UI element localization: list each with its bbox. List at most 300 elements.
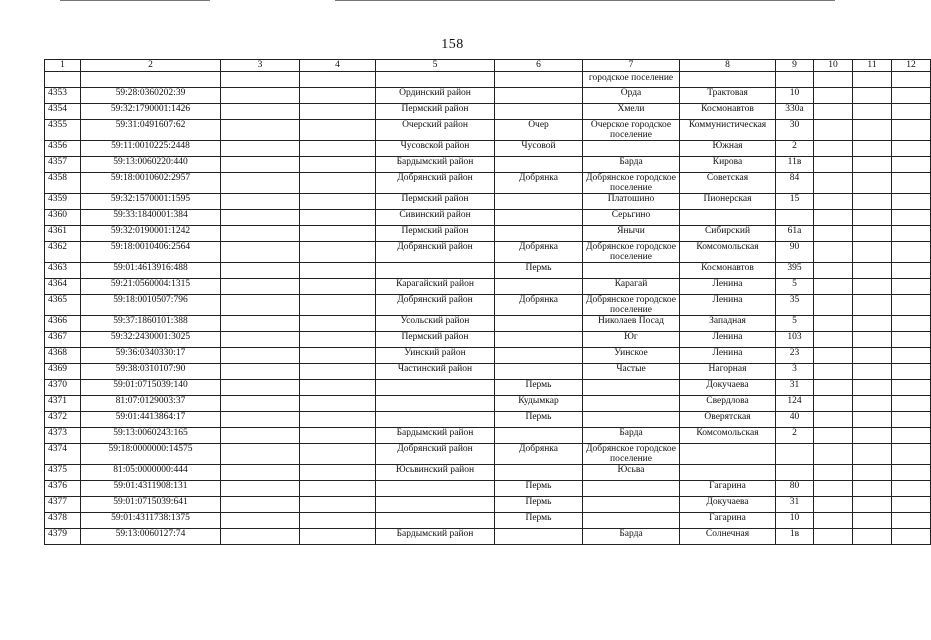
table-cell-col-5 — [376, 497, 495, 513]
table-cell-col-4 — [300, 380, 376, 396]
table-cell-col-2: 59:01:4413864:17 — [81, 412, 221, 428]
table-cell-col-11 — [853, 194, 892, 210]
table-cell-col-6: Пермь — [495, 513, 583, 529]
table-cell-col-8 — [680, 72, 776, 88]
table-cell-col-2: 59:31:0491607:62 — [81, 120, 221, 141]
table-cell-col-4 — [300, 173, 376, 194]
table-cell-col-2: 59:18:0010602:2957 — [81, 173, 221, 194]
table-cell-col-11 — [853, 242, 892, 263]
table-cell-col-11 — [853, 72, 892, 88]
page-number: 158 — [441, 37, 464, 52]
table-row — [45, 348, 931, 364]
table-cell-col-4 — [300, 72, 376, 88]
table-cell-col-6: Пермь — [495, 497, 583, 513]
table-cell-col-8: Космонавтов — [680, 263, 776, 279]
table-cell-col-5 — [376, 396, 495, 412]
table-cell-col-3 — [221, 120, 300, 141]
table-cell-col-11 — [853, 444, 892, 465]
table-cell-col-11 — [853, 513, 892, 529]
table-cell-col-11 — [853, 173, 892, 194]
table-cell-col-6 — [495, 279, 583, 295]
table-cell-col-7: Барда — [583, 428, 680, 444]
table-cell-col-1: 4361 — [45, 226, 81, 242]
table-row — [45, 465, 931, 481]
table-cell-col-10 — [814, 157, 853, 173]
table-cell-col-7: Юг — [583, 332, 680, 348]
table-cell-col-7: Юсьва — [583, 465, 680, 481]
table-cell-col-8: Сибирский — [680, 226, 776, 242]
table-cell-col-5: Добрянский район — [376, 242, 495, 263]
table-row — [45, 481, 931, 497]
table-cell-col-2: 59:11:0010225:2448 — [81, 141, 221, 157]
table-cell-col-7 — [583, 497, 680, 513]
table-cell-col-10 — [814, 513, 853, 529]
table-row — [45, 444, 931, 465]
table-cell-col-3 — [221, 380, 300, 396]
table-cell-col-10 — [814, 348, 853, 364]
table-cell-col-2: 59:33:1840001:384 — [81, 210, 221, 226]
table-cell-col-1 — [45, 72, 81, 88]
table-cell-col-2: 59:13:0060127:74 — [81, 529, 221, 545]
table-cell-col-2: 59:32:1570001:1595 — [81, 194, 221, 210]
table-cell-col-9: 80 — [776, 481, 814, 497]
column-header-9: 9 — [776, 60, 814, 72]
table-cell-col-3 — [221, 104, 300, 120]
table-cell-col-9: 1в — [776, 529, 814, 545]
table-cell-col-12 — [892, 332, 931, 348]
table-cell-col-3 — [221, 279, 300, 295]
table-cell-col-12 — [892, 173, 931, 194]
table-cell-col-10 — [814, 210, 853, 226]
table-cell-col-1: 4368 — [45, 348, 81, 364]
table-cell-col-11 — [853, 279, 892, 295]
table-cell-col-1: 4373 — [45, 428, 81, 444]
table-cell-col-9: 84 — [776, 173, 814, 194]
table-cell-col-10 — [814, 141, 853, 157]
table-cell-col-8: Докучаева — [680, 497, 776, 513]
table-cell-col-4 — [300, 88, 376, 104]
table-cell-col-9: 3 — [776, 364, 814, 380]
table-cell-col-6: Пермь — [495, 412, 583, 428]
table-row — [45, 242, 931, 263]
table-cell-col-3 — [221, 412, 300, 428]
table-cell-col-5: Частинский район — [376, 364, 495, 380]
table-cell-col-2: 59:18:0000000:14575 — [81, 444, 221, 465]
table-cell-col-7: Николаев Посад — [583, 316, 680, 332]
table-cell-col-6 — [495, 210, 583, 226]
registry-table — [44, 59, 931, 545]
table-cell-col-9: 395 — [776, 263, 814, 279]
table-cell-col-12 — [892, 481, 931, 497]
table-cell-col-12 — [892, 412, 931, 428]
table-row — [45, 194, 931, 210]
table-cell-col-10 — [814, 332, 853, 348]
table-cell-col-9: 10 — [776, 88, 814, 104]
table-cell-col-3 — [221, 157, 300, 173]
table-cell-col-12 — [892, 348, 931, 364]
table-cell-col-5 — [376, 412, 495, 428]
table-row — [45, 104, 931, 120]
table-cell-col-8: Комсомольская — [680, 428, 776, 444]
table-cell-col-6 — [495, 529, 583, 545]
table-cell-col-6 — [495, 157, 583, 173]
table-cell-col-12 — [892, 295, 931, 316]
table-cell-col-9 — [776, 465, 814, 481]
table-cell-col-7 — [583, 513, 680, 529]
table-cell-col-9: 103 — [776, 332, 814, 348]
table-cell-col-6: Чусовой — [495, 141, 583, 157]
table-cell-col-6 — [495, 364, 583, 380]
table-cell-col-4 — [300, 242, 376, 263]
table-cell-col-1: 4363 — [45, 263, 81, 279]
column-header-1: 1 — [45, 60, 81, 72]
table-cell-col-8 — [680, 444, 776, 465]
table-row — [45, 226, 931, 242]
table-cell-col-12 — [892, 497, 931, 513]
table-cell-col-8: Космонавтов — [680, 104, 776, 120]
table-cell-col-12 — [892, 263, 931, 279]
table-cell-col-2: 59:01:0715039:641 — [81, 497, 221, 513]
table-cell-col-12 — [892, 428, 931, 444]
table-cell-col-2: 59:28:0360202:39 — [81, 88, 221, 104]
table-cell-col-9: 31 — [776, 497, 814, 513]
table-cell-col-7: Добрянское городское поселение — [583, 242, 680, 263]
table-cell-col-9: 61а — [776, 226, 814, 242]
table-cell-col-9: 30 — [776, 120, 814, 141]
table-cell-col-7: городское поселение — [583, 72, 680, 88]
column-header-10: 10 — [814, 60, 853, 72]
table-cell-col-9 — [776, 210, 814, 226]
table-cell-col-1: 4359 — [45, 194, 81, 210]
table-cell-col-11 — [853, 104, 892, 120]
table-cell-col-9: 2 — [776, 428, 814, 444]
table-row — [45, 157, 931, 173]
table-cell-col-3 — [221, 513, 300, 529]
table-body — [45, 72, 931, 545]
table-cell-col-2: 59:37:1860101:388 — [81, 316, 221, 332]
table-row — [45, 120, 931, 141]
table-cell-col-8 — [680, 210, 776, 226]
table-cell-col-3 — [221, 364, 300, 380]
header-row — [45, 60, 931, 72]
table-cell-col-5 — [376, 513, 495, 529]
table-cell-col-3 — [221, 497, 300, 513]
table-cell-col-7: Платошино — [583, 194, 680, 210]
table-cell-col-5: Бардымский район — [376, 157, 495, 173]
table-row — [45, 428, 931, 444]
table-cell-col-1: 4374 — [45, 444, 81, 465]
table-cell-col-11 — [853, 332, 892, 348]
table-cell-col-3 — [221, 295, 300, 316]
table-cell-col-1: 4375 — [45, 465, 81, 481]
table-cell-col-4 — [300, 157, 376, 173]
table-cell-col-6 — [495, 428, 583, 444]
table-cell-col-12 — [892, 120, 931, 141]
table-cell-col-11 — [853, 210, 892, 226]
table-cell-col-4 — [300, 104, 376, 120]
table-cell-col-12 — [892, 364, 931, 380]
table-cell-col-10 — [814, 364, 853, 380]
table-cell-col-7: Серьгино — [583, 210, 680, 226]
table-cell-col-12 — [892, 316, 931, 332]
table-row — [45, 263, 931, 279]
table-cell-col-10 — [814, 497, 853, 513]
table-cell-col-9: 124 — [776, 396, 814, 412]
column-header-11: 11 — [853, 60, 892, 72]
table-cell-col-3 — [221, 72, 300, 88]
table-cell-col-5: Карагайский район — [376, 279, 495, 295]
table-cell-col-1: 4376 — [45, 481, 81, 497]
table-cell-col-8: Ленина — [680, 295, 776, 316]
table-cell-col-11 — [853, 396, 892, 412]
table-cell-col-9: 40 — [776, 412, 814, 428]
table-cell-col-8: Гагарина — [680, 481, 776, 497]
table-cell-col-9: 5 — [776, 279, 814, 295]
table-cell-col-6: Добрянка — [495, 242, 583, 263]
table-cell-col-1: 4378 — [45, 513, 81, 529]
table-cell-col-5: Добрянский район — [376, 295, 495, 316]
table-cell-col-5: Уинский район — [376, 348, 495, 364]
table-cell-col-11 — [853, 88, 892, 104]
column-header-12: 12 — [892, 60, 931, 72]
table-cell-col-9: 10 — [776, 513, 814, 529]
table-cell-col-1: 4372 — [45, 412, 81, 428]
table-cell-col-3 — [221, 428, 300, 444]
table-cell-col-9: 5 — [776, 316, 814, 332]
table-cell-col-4 — [300, 444, 376, 465]
table-cell-col-2: 59:32:2430001:3025 — [81, 332, 221, 348]
table-cell-col-10 — [814, 88, 853, 104]
table-row — [45, 72, 931, 88]
table-row — [45, 412, 931, 428]
table-cell-col-2: 81:07:0129003:37 — [81, 396, 221, 412]
table-cell-col-12 — [892, 194, 931, 210]
table-cell-col-11 — [853, 412, 892, 428]
table-cell-col-5: Добрянский район — [376, 173, 495, 194]
column-header-8: 8 — [680, 60, 776, 72]
table-cell-col-1: 4366 — [45, 316, 81, 332]
column-header-3: 3 — [221, 60, 300, 72]
table-cell-col-7: Янычи — [583, 226, 680, 242]
table-cell-col-4 — [300, 279, 376, 295]
table-cell-col-4 — [300, 263, 376, 279]
table-cell-col-12 — [892, 88, 931, 104]
table-cell-col-2: 59:18:0010406:2564 — [81, 242, 221, 263]
table-cell-col-11 — [853, 120, 892, 141]
table-cell-col-12 — [892, 210, 931, 226]
table-cell-col-5: Ординский район — [376, 88, 495, 104]
table-cell-col-5: Бардымский район — [376, 428, 495, 444]
table-cell-col-10 — [814, 428, 853, 444]
table-cell-col-8 — [680, 465, 776, 481]
table-cell-col-7: Добрянское городское поселение — [583, 173, 680, 194]
table-cell-col-7 — [583, 481, 680, 497]
table-cell-col-6: Добрянка — [495, 295, 583, 316]
table-cell-col-6 — [495, 226, 583, 242]
table-cell-col-1: 4358 — [45, 173, 81, 194]
table-cell-col-8: Трактовая — [680, 88, 776, 104]
table-header — [45, 60, 931, 72]
table-cell-col-4 — [300, 497, 376, 513]
table-cell-col-2: 59:38:0310107:90 — [81, 364, 221, 380]
table-cell-col-5 — [376, 263, 495, 279]
table-cell-col-6 — [495, 332, 583, 348]
column-header-6: 6 — [495, 60, 583, 72]
table-cell-col-4 — [300, 210, 376, 226]
table-cell-col-8: Ленина — [680, 279, 776, 295]
table-cell-col-4 — [300, 226, 376, 242]
table-cell-col-10 — [814, 263, 853, 279]
table-cell-col-2: 81:05:0000000:444 — [81, 465, 221, 481]
table-cell-col-12 — [892, 513, 931, 529]
table-cell-col-4 — [300, 141, 376, 157]
table-cell-col-5: Пермский район — [376, 104, 495, 120]
table-cell-col-3 — [221, 141, 300, 157]
table-cell-col-3 — [221, 396, 300, 412]
table-cell-col-9: 15 — [776, 194, 814, 210]
table-cell-col-1: 4379 — [45, 529, 81, 545]
table-row — [45, 529, 931, 545]
table-cell-col-11 — [853, 529, 892, 545]
table-cell-col-12 — [892, 226, 931, 242]
column-header-7: 7 — [583, 60, 680, 72]
table-cell-col-7 — [583, 380, 680, 396]
table-cell-col-10 — [814, 279, 853, 295]
table-cell-col-4 — [300, 194, 376, 210]
table-cell-col-11 — [853, 157, 892, 173]
table-cell-col-1: 4377 — [45, 497, 81, 513]
table-row — [45, 396, 931, 412]
table-cell-col-11 — [853, 481, 892, 497]
table-cell-col-8: Докучаева — [680, 380, 776, 396]
table-cell-col-4 — [300, 412, 376, 428]
table-cell-col-5: Юсьвинский район — [376, 465, 495, 481]
table-cell-col-2: 59:32:1790001:1426 — [81, 104, 221, 120]
table-cell-col-7 — [583, 396, 680, 412]
table-cell-col-7 — [583, 263, 680, 279]
table-cell-col-2: 59:01:4311908:131 — [81, 481, 221, 497]
table-cell-col-6 — [495, 348, 583, 364]
table-row — [45, 513, 931, 529]
table-cell-col-8: Оверятская — [680, 412, 776, 428]
table-cell-col-6: Кудымкар — [495, 396, 583, 412]
table-cell-col-2: 59:01:4311738:1375 — [81, 513, 221, 529]
table-cell-col-2: 59:01:4613916:488 — [81, 263, 221, 279]
table-cell-col-8: Ленина — [680, 348, 776, 364]
table-cell-col-6: Добрянка — [495, 444, 583, 465]
table-cell-col-3 — [221, 263, 300, 279]
table-cell-col-4 — [300, 120, 376, 141]
table-cell-col-1: 4356 — [45, 141, 81, 157]
table-cell-col-2: 59:21:0560004:1315 — [81, 279, 221, 295]
table-cell-col-1: 4365 — [45, 295, 81, 316]
table-row — [45, 364, 931, 380]
table-cell-col-5: Очерский район — [376, 120, 495, 141]
table-cell-col-4 — [300, 481, 376, 497]
table-row — [45, 173, 931, 194]
table-cell-col-3 — [221, 529, 300, 545]
table-cell-col-7: Очерское городское поселение — [583, 120, 680, 141]
table-cell-col-9 — [776, 72, 814, 88]
table-cell-col-2 — [81, 72, 221, 88]
table-cell-col-10 — [814, 481, 853, 497]
table-row — [45, 279, 931, 295]
table-cell-col-5 — [376, 72, 495, 88]
table-cell-col-8: Свердлова — [680, 396, 776, 412]
table-cell-col-11 — [853, 263, 892, 279]
table-cell-col-6: Добрянка — [495, 173, 583, 194]
table-cell-col-3 — [221, 242, 300, 263]
table-cell-col-7 — [583, 412, 680, 428]
table-cell-col-11 — [853, 428, 892, 444]
table-cell-col-7: Карагай — [583, 279, 680, 295]
table-cell-col-7: Добрянское городское поселение — [583, 444, 680, 465]
table-cell-col-5 — [376, 380, 495, 396]
table-row — [45, 380, 931, 396]
table-cell-col-11 — [853, 380, 892, 396]
table-cell-col-11 — [853, 295, 892, 316]
table-cell-col-9: 330а — [776, 104, 814, 120]
table-cell-col-5: Пермский район — [376, 194, 495, 210]
table-cell-col-4 — [300, 332, 376, 348]
table-cell-col-6 — [495, 465, 583, 481]
table-cell-col-3 — [221, 444, 300, 465]
table-cell-col-3 — [221, 348, 300, 364]
table-cell-col-4 — [300, 465, 376, 481]
table-cell-col-8: Коммунистическая — [680, 120, 776, 141]
table-cell-col-4 — [300, 529, 376, 545]
table-cell-col-10 — [814, 72, 853, 88]
column-header-2: 2 — [81, 60, 221, 72]
table-cell-col-4 — [300, 316, 376, 332]
table-cell-col-4 — [300, 396, 376, 412]
table-cell-col-1: 4354 — [45, 104, 81, 120]
table-cell-col-5: Усольский район — [376, 316, 495, 332]
table-cell-col-12 — [892, 104, 931, 120]
table-cell-col-12 — [892, 529, 931, 545]
table-cell-col-12 — [892, 444, 931, 465]
table-cell-col-7: Орда — [583, 88, 680, 104]
table-cell-col-7 — [583, 141, 680, 157]
table-cell-col-4 — [300, 428, 376, 444]
table-cell-col-9: 23 — [776, 348, 814, 364]
table-cell-col-3 — [221, 210, 300, 226]
table-cell-col-12 — [892, 380, 931, 396]
table-cell-col-8: Кирова — [680, 157, 776, 173]
table-cell-col-10 — [814, 104, 853, 120]
table-cell-col-7: Уинское — [583, 348, 680, 364]
table-cell-col-5: Сивинский район — [376, 210, 495, 226]
table-cell-col-11 — [853, 226, 892, 242]
table-cell-col-12 — [892, 72, 931, 88]
table-cell-col-3 — [221, 465, 300, 481]
table-cell-col-3 — [221, 481, 300, 497]
table-cell-col-10 — [814, 226, 853, 242]
table-cell-col-11 — [853, 348, 892, 364]
table-cell-col-7: Барда — [583, 157, 680, 173]
table-cell-col-4 — [300, 364, 376, 380]
column-header-5: 5 — [376, 60, 495, 72]
table-cell-col-3 — [221, 173, 300, 194]
table-cell-col-6: Пермь — [495, 481, 583, 497]
table-cell-col-3 — [221, 226, 300, 242]
table-cell-col-8: Южная — [680, 141, 776, 157]
header-rule-right — [335, 0, 835, 1]
table-cell-col-11 — [853, 465, 892, 481]
table-cell-col-6 — [495, 194, 583, 210]
table-cell-col-5: Бардымский район — [376, 529, 495, 545]
table-cell-col-11 — [853, 316, 892, 332]
